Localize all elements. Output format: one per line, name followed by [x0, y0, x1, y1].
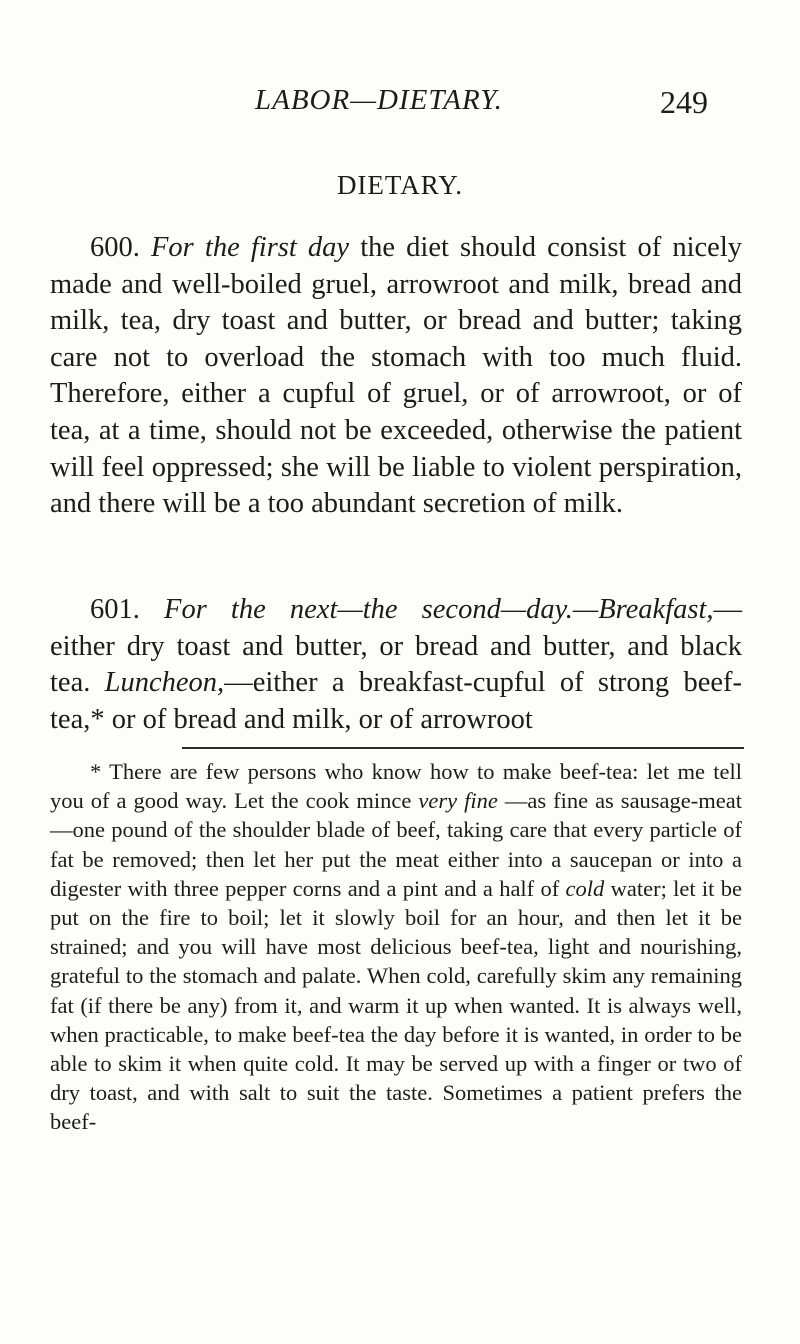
footnote-divider — [182, 747, 744, 749]
paragraph-text: the diet should consist of nicely made and well-boiled gruel, arrowroot and milk, bread and milk, tea, dry toast and butter, or bread and butter; taking care not to overload the stomach with too much fluid. Therefore, either a cupful of gruel, or of arrowroot, or of tea, at a time, should not be exceeded, otherwise the patient will feel oppressed; she will be liable to violent perspiration, and there will be a too abundant secretion of milk. — [50, 232, 743, 520]
paragraph-lead: For the first day — [151, 232, 350, 263]
luncheon-label: Luncheon, — [104, 667, 225, 699]
paragraph-number: 600. — [90, 232, 140, 263]
section-heading: DIETARY. — [336, 170, 464, 200]
paragraph-number: 601. — [90, 594, 140, 625]
running-head — [50, 84, 750, 124]
footnote-emphasis: cold — [565, 875, 605, 901]
paragraph-600 — [50, 230, 742, 523]
paragraph-601 — [50, 592, 742, 738]
paragraph-text: —either a breakfast-cupful of strong beef-tea,* or of bread and milk, or of arrowroot — [50, 667, 742, 735]
footnote — [50, 757, 742, 1137]
paragraph-lead: For the next—the second—day.—Breakfast, — [164, 594, 714, 625]
running-head-title: LABOR—DIETARY. — [255, 84, 503, 116]
footnote-text: —as fine as sausage-meat—one pound of the shoulder blade of beef, taking care that every particle of fat be removed; then let her put the meat either into a saucepan or into a digester with three pepper corns and a pint and a half of — [50, 788, 743, 901]
page-number: 249 — [660, 84, 708, 120]
footnote-emphasis: very fine — [418, 788, 498, 814]
footnote-text: water; let it be put on the fire to boil; let it slowly boil for an hour, and then let it be strained; and you will have most delicious beef-tea, light and nourishing, grateful to the stomach and palate. When cold, carefully skim any remaining fat (if there be any) from it, and warm it up when wanted. It is always well, when practicable, to make beef-tea the day before it is wanted, in order to be able to skim it when quite cold. It may be served up with a finger or two of dry toast, and with salt to suit the taste. Sometimes a patient prefers the beef- — [50, 875, 742, 1135]
paragraph-text: — either dry toast and butter, or bread and butter, and black tea. — [50, 594, 743, 699]
footnote-text: * There are few persons who know how to make beef-tea: let me tell you of a good way. Let the cook mince — [50, 759, 742, 814]
